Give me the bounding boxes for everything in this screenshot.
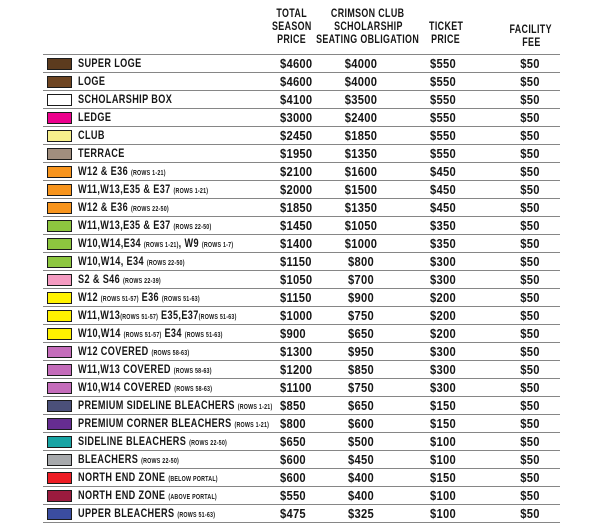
color-swatch — [47, 364, 72, 376]
facility-fee: $50 — [520, 290, 540, 305]
section-name-text: LEDGE — [78, 110, 112, 124]
ticket-price: $550 — [430, 110, 456, 125]
rows-note: (ROWS 51-63) — [198, 314, 237, 321]
section-name — [78, 343, 189, 360]
rows-note: (ROWS 51-63) — [161, 296, 200, 303]
facility-fee: $50 — [520, 110, 540, 125]
section-name-text: W11,W13 — [78, 308, 121, 322]
ticket-price: $450 — [430, 164, 456, 179]
ticket-price: $300 — [430, 362, 456, 377]
rows-note: (ROWS 51-57) — [120, 314, 159, 321]
total-season-price: $4100 — [280, 92, 313, 107]
total-season-price: $850 — [280, 398, 306, 413]
color-swatch — [47, 490, 72, 502]
section-name-text: SIDELINE BLEACHERS — [78, 434, 190, 448]
color-swatch — [47, 94, 72, 106]
rows-note: (ROWS 58-63) — [151, 350, 190, 357]
total-season-price: $1200 — [280, 362, 313, 377]
header-scholarship-obligation — [316, 6, 420, 46]
section-name — [78, 469, 218, 486]
facility-fee: $50 — [520, 182, 540, 197]
scholarship-obligation: $1350 — [344, 146, 378, 161]
rows-note: (ROWS 22-50) — [146, 260, 185, 267]
color-swatch — [47, 346, 72, 358]
color-swatch — [47, 130, 72, 142]
section-name-text: PREMIUM SIDELINE BLEACHERS — [78, 398, 238, 412]
section-name-text: CLUB — [78, 128, 105, 142]
section-name-text: SCHOLARSHIP BOX — [78, 92, 173, 106]
ticket-price: $300 — [430, 254, 456, 269]
facility-fee: $50 — [520, 146, 540, 161]
section-name-text: LOGE — [78, 74, 106, 88]
total-season-price: $800 — [280, 416, 306, 431]
facility-fee: $50 — [520, 236, 540, 251]
section-name-text: PREMIUM CORNER BLEACHERS — [78, 416, 235, 430]
scholarship-obligation: $650 — [348, 398, 374, 413]
ticket-price: $550 — [430, 146, 456, 161]
table-row — [43, 55, 560, 73]
header-total-line: PRICE — [277, 32, 307, 46]
total-season-price: $600 — [280, 470, 306, 485]
header-total-line: TOTAL — [276, 6, 308, 20]
table-row — [43, 271, 560, 289]
rows-note: (ROWS 22-50) — [130, 206, 169, 213]
table-row — [43, 289, 560, 307]
facility-fee: $50 — [520, 470, 540, 485]
total-season-price: $550 — [280, 488, 306, 503]
facility-fee: $50 — [520, 254, 540, 269]
ticket-price: $550 — [430, 74, 456, 89]
facility-fee: $50 — [520, 488, 540, 503]
scholarship-obligation: $600 — [348, 416, 374, 431]
total-season-price: $1150 — [280, 254, 312, 269]
ticket-price: $150 — [430, 416, 456, 431]
scholarship-obligation: $2400 — [344, 110, 378, 125]
section-name-text: NORTH END ZONE — [78, 470, 169, 484]
section-name — [78, 163, 166, 180]
section-name-text: , W9 — [178, 236, 202, 250]
header-fee-line: FEE — [521, 35, 541, 49]
price-table — [43, 54, 560, 523]
header-ticket-price — [421, 20, 471, 46]
section-name-text: W11,W13,E35 & E37 — [78, 182, 174, 196]
scholarship-obligation: $900 — [348, 290, 374, 305]
total-season-price: $2100 — [280, 164, 313, 179]
rows-note: (ROWS 1-7) — [201, 242, 234, 249]
total-season-price: $650 — [280, 434, 306, 449]
scholarship-obligation: $3500 — [344, 92, 378, 107]
scholarship-obligation: $1500 — [344, 182, 378, 197]
table-row — [43, 307, 560, 325]
ticket-price: $200 — [430, 308, 456, 323]
ticket-price: $100 — [430, 434, 456, 449]
color-swatch — [47, 238, 72, 250]
color-swatch — [47, 400, 72, 412]
table-row — [43, 253, 560, 271]
section-name-text: UPPER BLEACHERS — [78, 506, 178, 520]
total-season-price: $4600 — [280, 74, 313, 89]
color-swatch — [47, 454, 72, 466]
rows-note: (ABOVE PORTAL) — [168, 494, 217, 501]
rows-note: (ROWS 51-63) — [184, 332, 223, 339]
total-season-price: $1850 — [280, 200, 313, 215]
facility-fee: $50 — [520, 434, 540, 449]
color-swatch — [47, 148, 72, 160]
rows-note: (ROWS 58-63) — [174, 386, 213, 393]
color-swatch — [47, 310, 72, 322]
color-swatch — [47, 274, 72, 286]
rows-note: (ROWS 1-21) — [237, 404, 273, 411]
section-name-text: W12 COVERED — [78, 344, 152, 358]
facility-fee: $50 — [520, 128, 540, 143]
total-season-price: $1150 — [280, 290, 312, 305]
color-swatch — [47, 436, 72, 448]
section-name-text: E35,E37 — [158, 308, 199, 322]
header-facility-fee — [506, 23, 556, 49]
table-row — [43, 505, 560, 523]
section-name-text: NORTH END ZONE — [78, 488, 169, 502]
section-name-text: S2 & S46 — [78, 272, 123, 286]
table-row — [43, 145, 560, 163]
rows-note: (ROWS 22-50) — [173, 224, 212, 231]
scholarship-obligation: $700 — [348, 272, 374, 287]
header-ticket-line: PRICE — [431, 32, 461, 46]
scholarship-obligation: $950 — [348, 344, 374, 359]
ticket-price: $300 — [430, 344, 456, 359]
section-name-text: E36 — [138, 290, 162, 304]
ticket-price: $450 — [430, 200, 456, 215]
total-season-price: $1000 — [280, 308, 313, 323]
header-ticket-line: TICKET — [428, 19, 464, 33]
rows-note: (ROWS 1-21) — [234, 422, 270, 429]
color-swatch — [47, 472, 72, 484]
ticket-price: $300 — [430, 272, 456, 287]
color-swatch — [47, 184, 72, 196]
section-name-text: W12 & E36 — [78, 200, 131, 214]
scholarship-obligation: $800 — [348, 254, 374, 269]
section-name-text: W10,W14,E34 — [78, 236, 144, 250]
section-name-text: BLEACHERS — [78, 452, 142, 466]
ticket-price: $550 — [430, 128, 456, 143]
rows-note: (ROWS 58-63) — [173, 368, 212, 375]
ticket-price: $150 — [430, 398, 456, 413]
section-name — [78, 253, 185, 270]
scholarship-obligation: $4000 — [344, 56, 378, 71]
section-name — [78, 145, 125, 162]
color-swatch — [47, 58, 72, 70]
table-row — [43, 163, 560, 181]
scholarship-obligation: $750 — [348, 380, 374, 395]
ticket-price: $350 — [430, 236, 456, 251]
rows-note: (ROWS 1-21) — [143, 242, 179, 249]
section-name-text: SUPER LOGE — [78, 56, 142, 70]
facility-fee: $50 — [520, 200, 540, 215]
ticket-price: $100 — [430, 506, 456, 521]
scholarship-obligation: $4000 — [344, 74, 378, 89]
color-swatch — [47, 328, 72, 340]
header-total-line: SEASON — [272, 19, 312, 33]
total-season-price: $2450 — [280, 128, 313, 143]
table-row — [43, 487, 560, 505]
ticket-price: $550 — [430, 92, 456, 107]
table-row — [43, 91, 560, 109]
scholarship-obligation: $1850 — [344, 128, 378, 143]
section-name — [78, 271, 161, 288]
ticket-price: $450 — [430, 182, 456, 197]
section-name — [78, 361, 212, 378]
rows-note: (ROWS 51-63) — [177, 512, 216, 519]
table-row — [43, 433, 560, 451]
ticket-price: $100 — [430, 452, 456, 467]
rows-note: (ROWS 1-21) — [130, 170, 166, 177]
facility-fee: $50 — [520, 344, 540, 359]
color-swatch — [47, 76, 72, 88]
scholarship-obligation: $1600 — [344, 164, 378, 179]
color-swatch — [47, 292, 72, 304]
table-row — [43, 415, 560, 433]
facility-fee: $50 — [520, 308, 540, 323]
section-name-text: W12 — [78, 290, 101, 304]
section-name — [78, 55, 142, 72]
facility-fee: $50 — [520, 218, 540, 233]
scholarship-obligation: $750 — [348, 308, 374, 323]
scholarship-obligation: $325 — [348, 506, 374, 521]
table-row — [43, 127, 560, 145]
total-season-price: $1300 — [280, 344, 313, 359]
table-row — [43, 379, 560, 397]
facility-fee: $50 — [520, 452, 540, 467]
scholarship-obligation: $400 — [348, 470, 374, 485]
table-row — [43, 181, 560, 199]
section-name-text: W10,W14 — [78, 326, 124, 340]
table-row — [43, 325, 560, 343]
section-name — [78, 91, 172, 108]
facility-fee: $50 — [520, 272, 540, 287]
table-row — [43, 451, 560, 469]
section-name — [78, 217, 211, 234]
facility-fee: $50 — [520, 380, 540, 395]
section-name-text: W10,W14 COVERED — [78, 380, 175, 394]
section-name-text: TERRACE — [78, 146, 125, 160]
header-fee-line: FACILITY — [509, 22, 553, 36]
section-name — [78, 505, 215, 522]
total-season-price: $3000 — [280, 110, 313, 125]
total-season-price: $1400 — [280, 236, 313, 251]
section-name — [78, 109, 111, 126]
color-swatch — [47, 202, 72, 214]
facility-fee: $50 — [520, 506, 540, 521]
facility-fee: $50 — [520, 56, 540, 71]
total-season-price: $900 — [280, 326, 306, 341]
section-name — [78, 289, 200, 306]
header-obligation-line: CRIMSON CLUB — [331, 6, 405, 20]
rows-note: (ROWS 51-57) — [123, 332, 162, 339]
total-season-price: $4600 — [280, 56, 313, 71]
color-swatch — [47, 166, 72, 178]
facility-fee: $50 — [520, 326, 540, 341]
total-season-price: $1050 — [280, 272, 313, 287]
scholarship-obligation: $1000 — [344, 236, 378, 251]
total-season-price: $475 — [280, 506, 306, 521]
table-row — [43, 73, 560, 91]
ticket-price: $350 — [430, 218, 456, 233]
ticket-price: $550 — [430, 56, 456, 71]
section-name — [78, 235, 233, 252]
facility-fee: $50 — [520, 362, 540, 377]
section-name — [78, 181, 208, 198]
ticket-price: $300 — [430, 380, 456, 395]
total-season-price: $2000 — [280, 182, 313, 197]
section-name — [78, 73, 105, 90]
facility-fee: $50 — [520, 74, 540, 89]
rows-note: (ROWS 22-50) — [141, 458, 180, 465]
rows-note: (ROWS 22-50) — [189, 440, 228, 447]
facility-fee: $50 — [520, 398, 540, 413]
section-name — [78, 199, 169, 216]
table-row — [43, 217, 560, 235]
rows-note: (ROWS 1-21) — [173, 188, 209, 195]
section-name-text: W11,W13 COVERED — [78, 362, 174, 376]
color-swatch — [47, 220, 72, 232]
table-row — [43, 361, 560, 379]
color-swatch — [47, 508, 72, 520]
header-obligation-line: SEATING OBLIGATION — [316, 32, 420, 46]
section-name-text: W11,W13,E35 & E37 — [78, 218, 174, 232]
section-name — [78, 415, 269, 432]
ticket-price: $200 — [430, 326, 456, 341]
ticket-price: $100 — [430, 488, 456, 503]
table-row — [43, 109, 560, 127]
section-name-text: E34 — [161, 326, 185, 340]
color-swatch — [47, 112, 72, 124]
section-name — [78, 307, 237, 324]
scholarship-obligation: $650 — [348, 326, 374, 341]
header-total-season-price — [262, 7, 322, 46]
section-name — [78, 451, 179, 468]
scholarship-obligation: $450 — [348, 452, 374, 467]
rows-note: (ROWS 51-57) — [100, 296, 139, 303]
facility-fee: $50 — [520, 416, 540, 431]
scholarship-obligation: $400 — [348, 488, 374, 503]
scholarship-obligation: $1350 — [344, 200, 378, 215]
table-row — [43, 469, 560, 487]
facility-fee: $50 — [520, 92, 540, 107]
scholarship-obligation: $1050 — [344, 218, 378, 233]
table-row — [43, 235, 560, 253]
table-row — [43, 199, 560, 217]
color-swatch — [47, 418, 72, 430]
section-name — [78, 325, 223, 342]
total-season-price: $1450 — [280, 218, 313, 233]
rows-note: (BELOW PORTAL) — [168, 476, 218, 483]
section-name-text: W10,W14, E34 — [78, 254, 147, 268]
ticket-price: $200 — [430, 290, 456, 305]
header-obligation-line: SCHOLARSHIP — [333, 19, 403, 33]
scholarship-obligation: $850 — [348, 362, 374, 377]
table-row — [43, 343, 560, 361]
color-swatch — [47, 382, 72, 394]
total-season-price: $600 — [280, 452, 306, 467]
color-swatch — [47, 256, 72, 268]
table-row — [43, 397, 560, 415]
section-name — [78, 487, 217, 504]
facility-fee: $50 — [520, 164, 540, 179]
section-name-text: W12 & E36 — [78, 164, 131, 178]
section-name — [78, 397, 272, 414]
section-name — [78, 127, 105, 144]
scholarship-obligation: $500 — [348, 434, 374, 449]
section-name — [78, 433, 227, 450]
ticket-price: $150 — [430, 470, 456, 485]
rows-note: (ROWS 22-39) — [122, 278, 161, 285]
section-name — [78, 379, 212, 396]
total-season-price: $1950 — [280, 146, 313, 161]
total-season-price: $1100 — [280, 380, 312, 395]
